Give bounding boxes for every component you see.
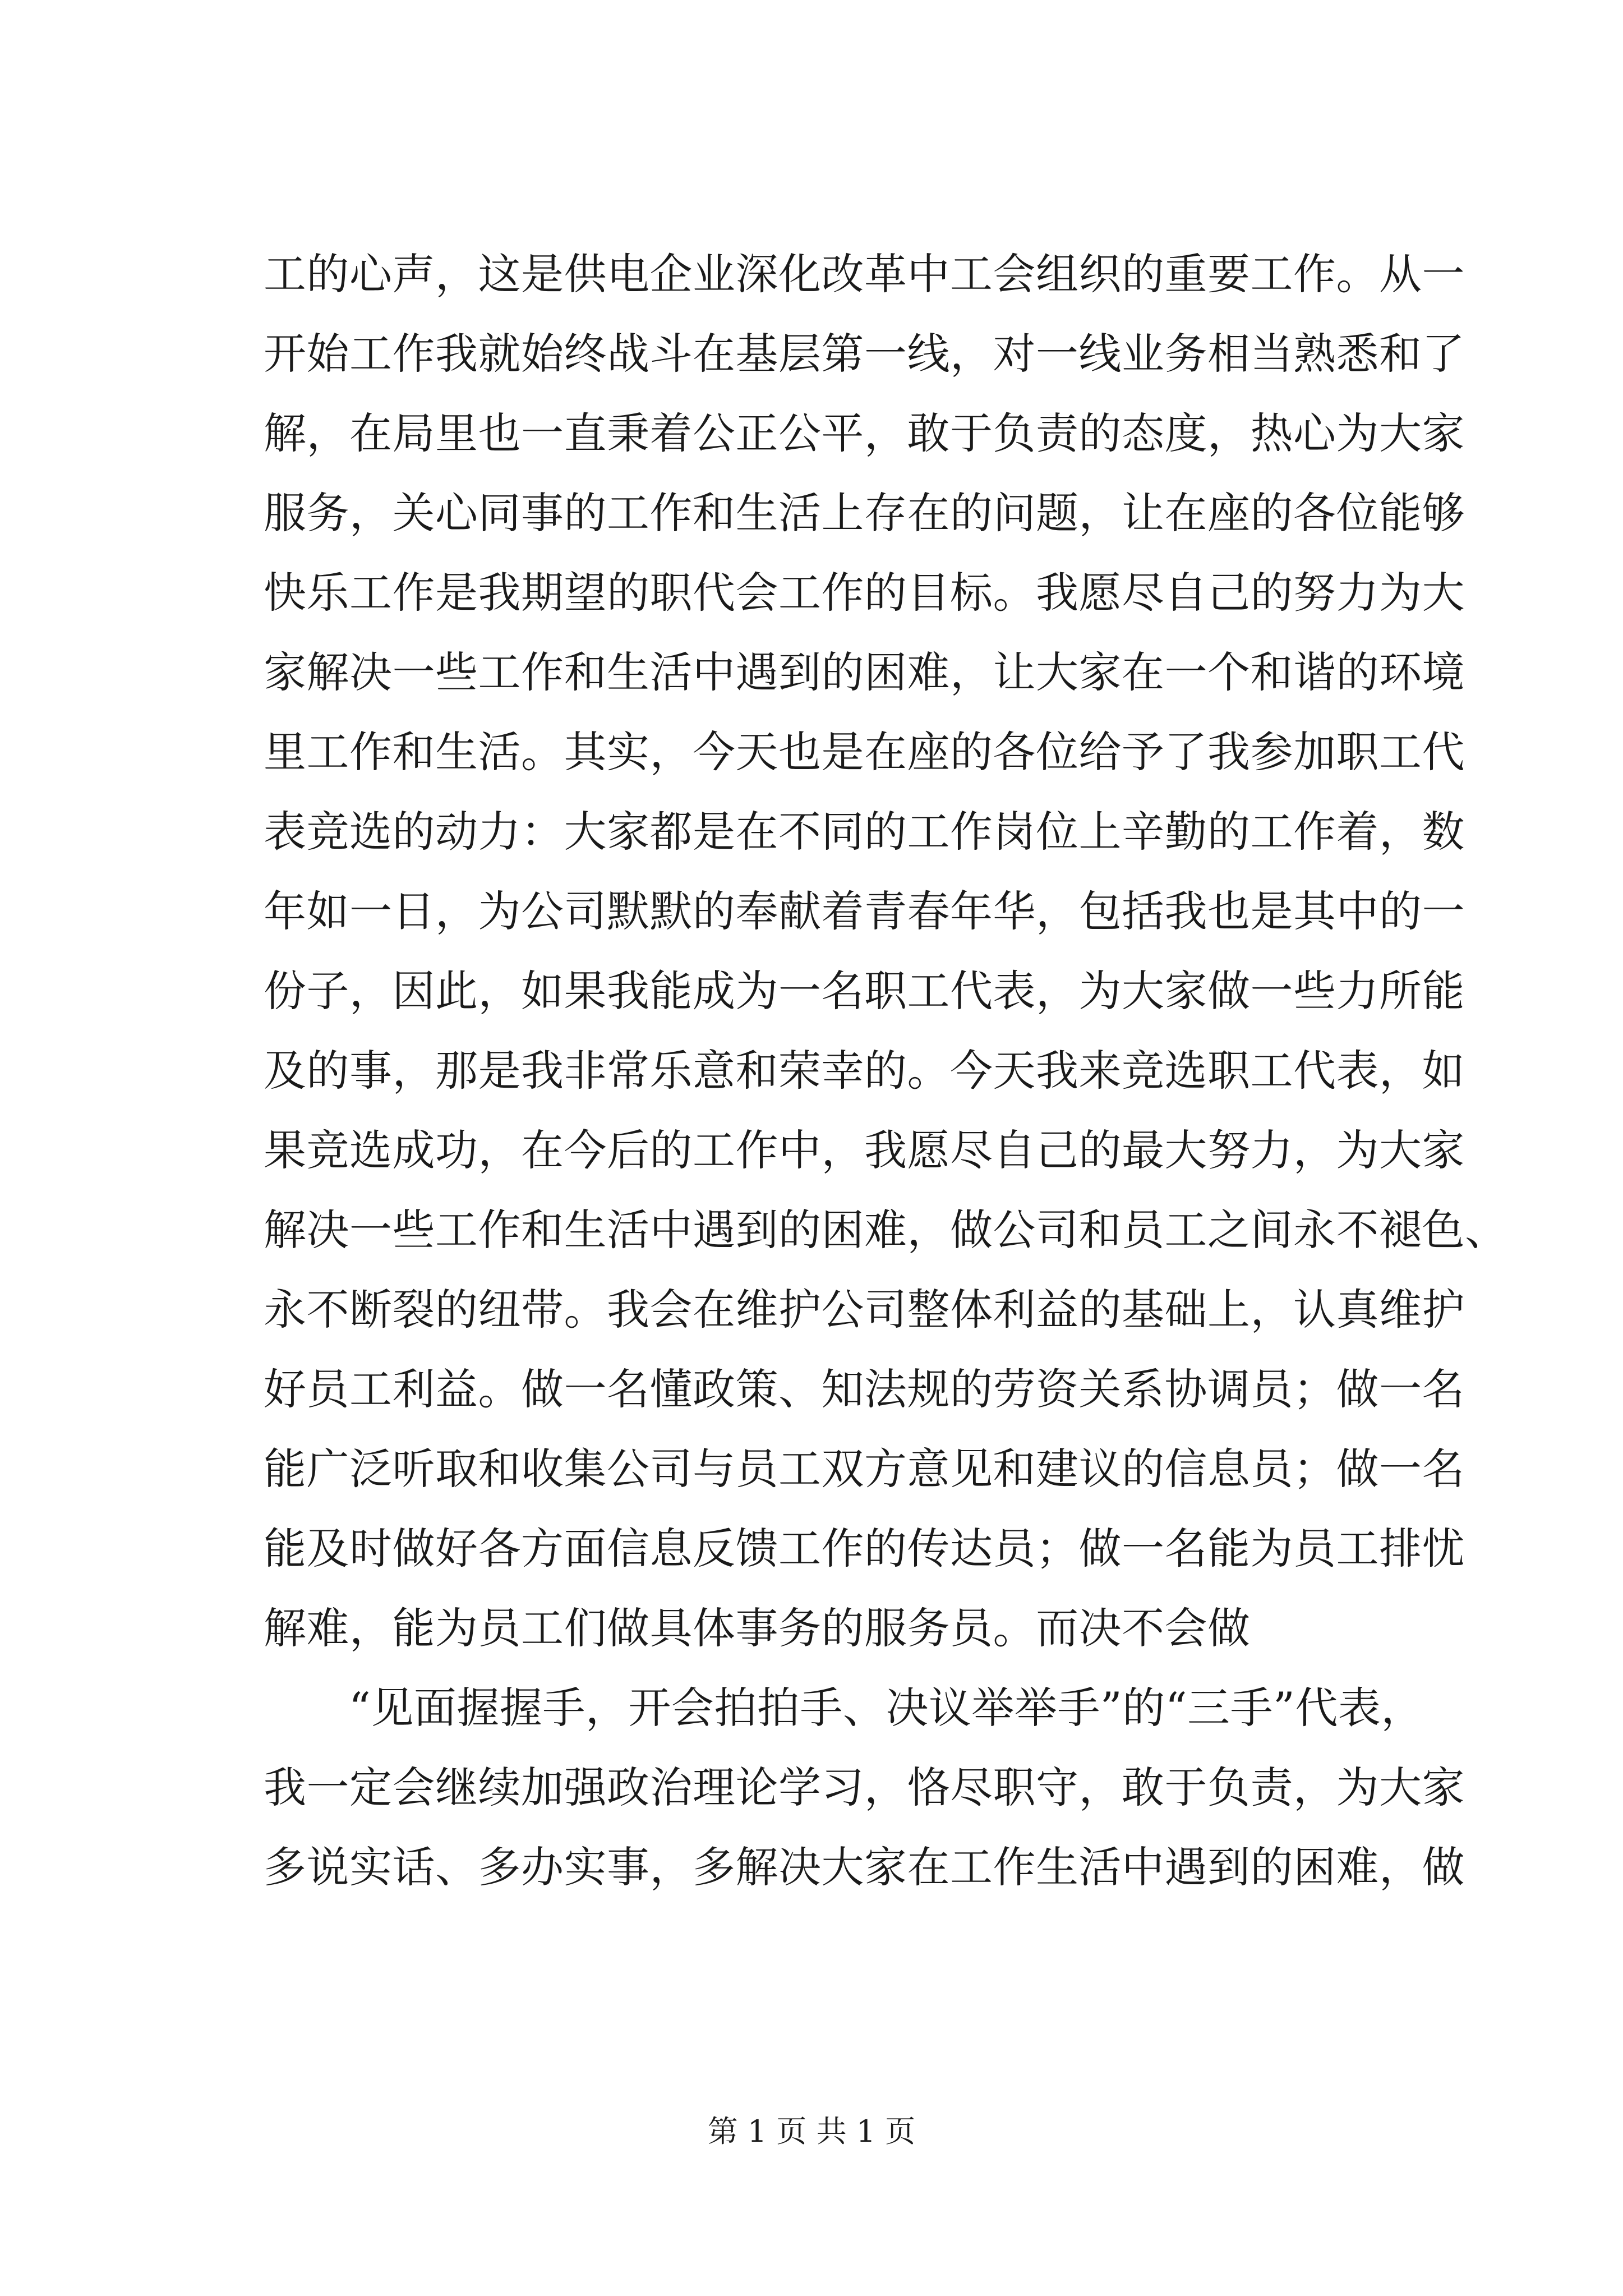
text-line: 家解决一些工作和生活中遇到的困难，让大家在一个和谐的环境 (264, 647, 1465, 697)
text-line: 解难，能为员工们做具体事务的服务员。而决不会做 (264, 1603, 1251, 1653)
body-text (264, 234, 1508, 1907)
text-line: 份子，因此，如果我能成为一名职工代表，为大家做一些力所能 (264, 966, 1465, 1016)
text-line: 年如一日，为公司默默的奉献着青春年华，包括我也是其中的一 (264, 886, 1465, 936)
text-line: 里工作和生活。其实，今天也是在座的各位给予了我参加职工代 (264, 727, 1465, 777)
text-line: 果竞选成功，在今后的工作中，我愿尽自己的最大努力，为大家 (264, 1125, 1465, 1175)
text-line: 解，在局里也一直秉着公正公平，敢于负责的态度，热心为大家 (264, 408, 1465, 458)
text-line: 服务，关心同事的工作和生活上存在的问题，让在座的各位能够 (264, 488, 1465, 538)
text-line: 能及时做好各方面信息反馈工作的传达员；做一名能为员工排忧 (264, 1524, 1465, 1573)
text-line: 表竞选的动力：大家都是在不同的工作岗位上辛勤的工作着，数 (264, 807, 1465, 857)
page-number-footer: 第 1 页 共 1 页 (707, 2114, 916, 2149)
text-line: 快乐工作是我期望的职代会工作的目标。我愿尽自己的努力为大 (264, 568, 1465, 618)
text-line: 能广泛听取和收集公司与员工双方意见和建议的信息员；做一名 (264, 1444, 1465, 1494)
text-line: 解决一些工作和生活中遇到的困难，做公司和员工之间永不褪色、 (264, 1205, 1508, 1255)
text-line: 好员工利益。做一名懂政策、知法规的劳资关系协调员；做一名 (264, 1364, 1465, 1414)
text-line: “见面握握手，开会拍拍手、决议举举手”的“三手”代表， (349, 1683, 1424, 1733)
text-line: 工的心声，这是供电企业深化改革中工会组织的重要工作。从一 (264, 249, 1465, 299)
text-line: 永不断裂的纽带。我会在维护公司整体利益的基础上，认真维护 (264, 1285, 1465, 1335)
text-line: 及的事，那是我非常乐意和荣幸的。今天我来竞选职工代表，如 (264, 1046, 1465, 1096)
text-line: 开始工作我就始终战斗在基层第一线，对一线业务相当熟悉和了 (264, 329, 1465, 379)
text-line: 多说实话、多办实事，多解决大家在工作生活中遇到的困难，做 (264, 1842, 1465, 1892)
text-line: 我一定会继续加强政治理论学习，恪尽职守，敢于负责，为大家 (264, 1763, 1465, 1812)
